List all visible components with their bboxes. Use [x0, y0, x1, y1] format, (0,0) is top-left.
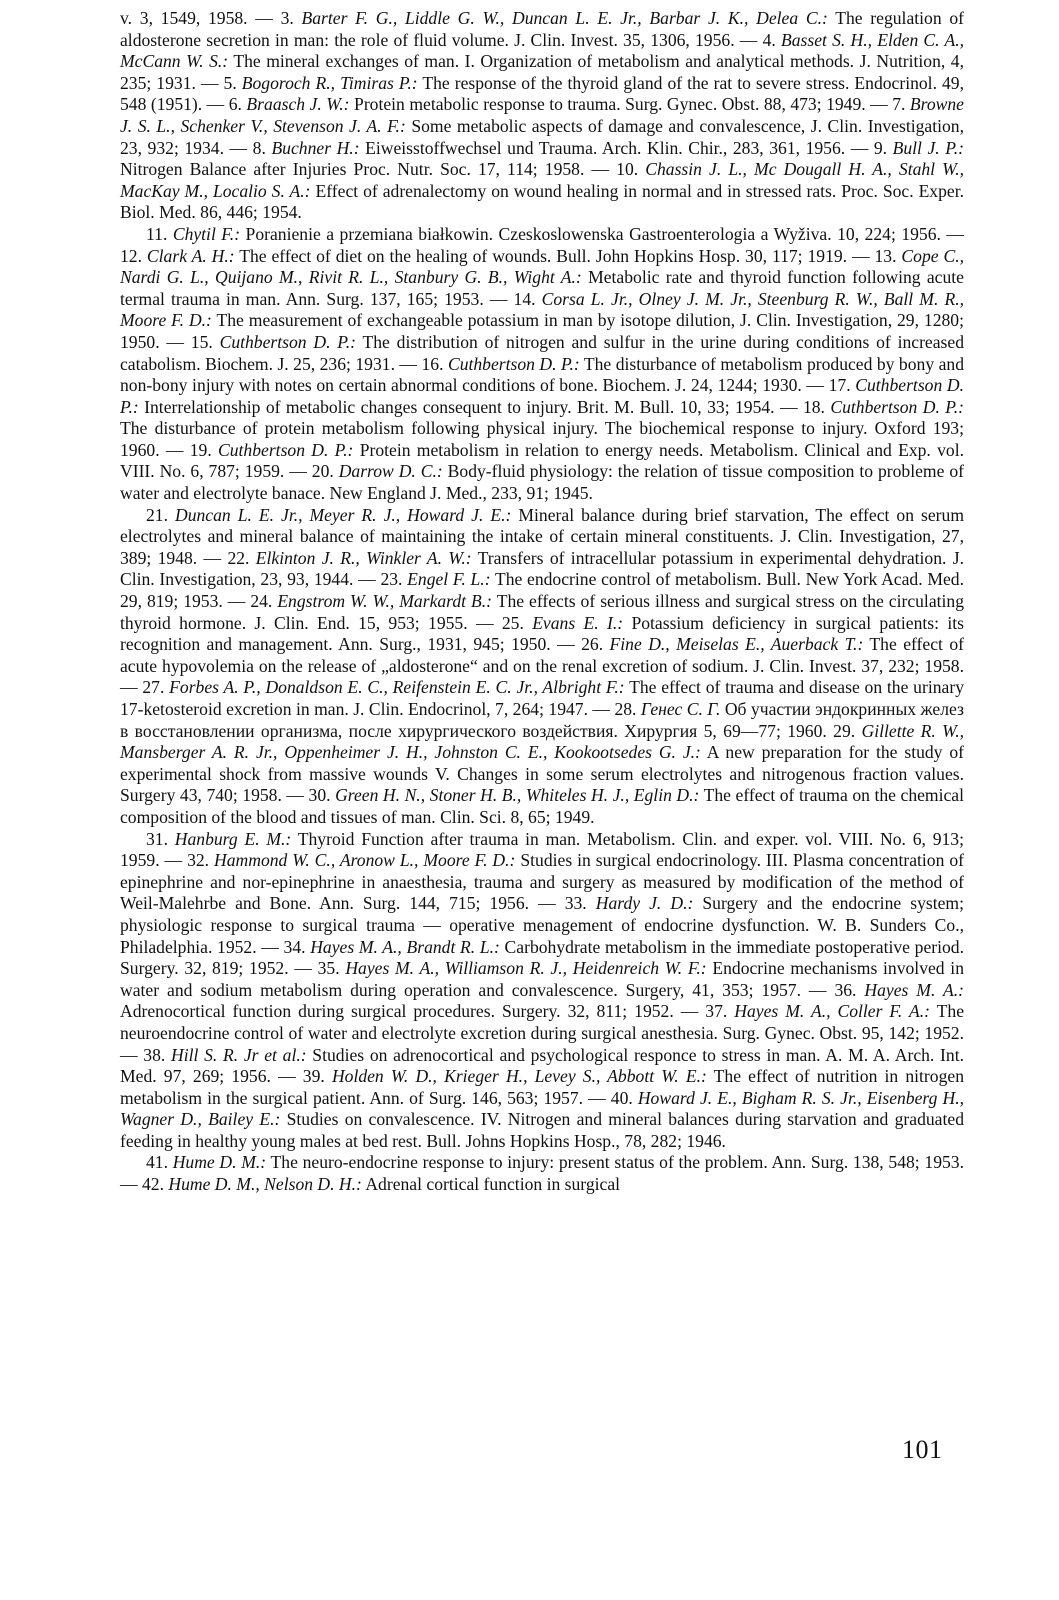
reference-text: The neuro-endocrine response to injury: present status of the problem. Ann. Surg. 138, 548; 1953. — 42. [120, 1152, 964, 1195]
reference-authors: Holden W. D., Krieger H., Levey S., Abbott W. E.: [331, 1066, 707, 1087]
reference-text: Nitrogen Balance after Injuries Proc. Nutr. Soc. 17, 114; 1958. — 10. [120, 159, 646, 180]
reference-authors: Chytil F.: [172, 223, 241, 244]
page-number: 101 [902, 1435, 943, 1464]
reference-paragraph [120, 8, 964, 224]
reference-paragraph [120, 1152, 964, 1195]
reference-text: Endocrine mechanisms involved in water and sodium metabolism during operation and convalescence. Surgery, 41, 353; 1957. — 36. [120, 958, 964, 1000]
reference-text: Thyroid Function after trauma in man. Metabolism. Clin. and exper. vol. VIII. No. 6, 913; 1959. — 32. [120, 828, 964, 871]
reference-list [120, 8, 964, 1196]
reference-authors: Cope C., Nardi G. L., Quijano M., Rivit R. L., Stanbury G. B., Wight A.: [120, 245, 964, 288]
reference-authors: Barter F. G., Liddle G. W., Duncan L. E. Jr., Barbar J. K., Delea C.: [301, 8, 828, 28]
reference-text: Protein metabolic response to trauma. Surg. Gynec. Obst. 88, 473; 1949. — 7. [349, 94, 910, 115]
reference-paragraph [120, 505, 964, 829]
reference-authors: Cuthbertson D. P.: [447, 353, 580, 374]
reference-authors: Bull J. P.: [892, 137, 965, 158]
reference-text: 11. [146, 223, 173, 244]
reference-authors: Buchner H.: [271, 137, 360, 158]
reference-text: A new preparation for the study of experimental shock from massive wounds V. Changes in some serum electrolytes and nitrogenous fraction values. Surgery 43, 740; 1958. — 30. [120, 742, 965, 806]
reference-text: Adrenal cortical function in surgical [361, 1174, 621, 1195]
reference-text: Transfers of intracellular potassium in experimental dehydration. J. Clin. Investigation, 23, 93, 1944. — 23. [120, 547, 964, 590]
reference-text: Body-fluid physiology: the relation of tissue composition to probleme of water and electrolyte banace. New England J. Med., 233, 91; 1945. [120, 461, 964, 504]
reference-text: The neuroendocrine control of water and electrolyte excretion during surgical anesthesia. Surg. Gynec. Obst. 95, 142; 1952. — 38. [120, 1001, 965, 1065]
reference-authors: Hill S. R. Jr et al.: [171, 1044, 307, 1065]
reference-text: Metabolic rate and thyroid function following acute termal trauma in man. Ann. Surg. 137, 165; 1953. — 14. [120, 267, 964, 309]
reference-text: Mineral balance during brief starvation, The effect on serum electrolytes and mineral balance of maintaining the intake of certain mineral constituents. J. Clin. Investigation, 27, 389; 1948. — 22. [120, 504, 965, 568]
reference-authors: Hanburg E. M.: [174, 828, 292, 849]
reference-authors: Braasch J. W.: [246, 94, 350, 115]
reference-authors: Corsa L. Jr., Olney J. M. Jr., Steenburg R. W., Ball M. R., Moore F. D.: [120, 288, 964, 331]
reference-text: The response of the thyroid gland of the rat to severe stress. Endocrinol. 49, 548 (1951). — 6. [120, 72, 964, 115]
reference-authors: Browne J. S. L., Schenker V., Stevenson J. A. F.: [120, 94, 964, 136]
reference-authors: Chassin J. L., Mc Dougall H. A., Stahl W., MacKay M., Localio S. A.: [120, 159, 964, 201]
reference-authors: Hume D. M., Nelson D. H.: [168, 1174, 362, 1195]
reference-authors: Hayes M. A., Coller F. A.: [734, 1001, 930, 1022]
reference-text: v. 3, 1549, 1958. — 3. [120, 8, 302, 28]
reference-authors: Hayes M. A., Williamson R. J., Heidenreich W. F.: [345, 958, 707, 979]
reference-text: Surgery and the endocrine system; physiologic response to surgical trauma — operative menagement of endocrine dysfunction. W. B. Sunders Co., Philadelphia. 1952. — 34. [120, 893, 964, 957]
reference-authors: Green H. N., Stoner H. B., Whiteles H. J., Eglin D.: [335, 785, 700, 806]
reference-authors: Duncan L. E. Jr., Meyer R. J., Howard J. E.: [175, 504, 512, 525]
reference-authors: Hume D. M.: [172, 1152, 267, 1173]
reference-authors: Cuthbertson D. P.: [219, 331, 357, 352]
reference-authors: Clark A. H.: [146, 245, 235, 266]
reference-text: The regulation of aldosterone secretion in man: the role of fluid volume. J. Clin. Invest. 35, 1306, 1956. — 4. [120, 8, 964, 50]
reference-text: Poranienie a przemiana białkowin. Czeskoslowenska Gastroenterologia a Wyživa. 10, 224; 1956. — 12. [120, 223, 965, 266]
reference-authors: Bogoroch R., Timiras P.: [241, 72, 418, 93]
reference-text: Eiweisstoffwechsel und Trauma. Arch. Klin. Chir., 283, 361, 1956. — 9. [359, 137, 893, 158]
reference-authors: Cuthbertson D. P.: [120, 375, 964, 417]
reference-text: Studies in surgical endocrinology. III. Plasma concentration of epinephrine and nor-epinephrine in anaesthesia, trauma and surgery as measured by modification of the method of Weil-Malehrbe and Bone. Ann. Surg. 144, 715; 1956. — 33. [120, 850, 964, 914]
reference-authors: Hardy J. D.: [595, 893, 694, 914]
reference-authors: Генес С. Г. [640, 699, 721, 719]
reference-text: The effect of trauma on the chemical composition of the blood and tissues of man. Clin. Sci. 8, 65; 1949. [120, 785, 965, 827]
reference-text: Adrenocortical function during surgical procedures. Surgery. 32, 811; 1952. — 37. [120, 1001, 735, 1022]
reference-text: The effect of diet on the healing of wounds. Bull. John Hopkins Hosp. 30, 117; 1919. — 13. [234, 245, 902, 266]
reference-text: The disturbance of protein metabolism following physical injury. The biochemical response to injury. Oxford 193; 1960. — 19. [120, 418, 964, 460]
reference-paragraph [120, 829, 964, 1153]
reference-text: 41. [146, 1152, 173, 1173]
reference-text: The disturbance of metabolism produced by bony and non-bony injury with notes on certain abnormal conditions of bone. Biochem. J. 24, 1244; 1930. — 17. [120, 353, 964, 396]
reference-authors: Hayes M. A.: [864, 979, 964, 1000]
reference-authors: Cuthbertson D. P.: [830, 396, 964, 417]
reference-text: The effect of acute hypovolemia on the release of „aldosterone“ and on the renal excretion of sodium. J. Clin. Invest. 37, 232; 1958. — 27. [120, 634, 964, 698]
reference-text: The effect of nutrition in nitrogen metabolism in the surgical patient. Ann. of Surg. 146, 563; 1957. — 40. [120, 1066, 964, 1108]
reference-authors: Hammond W. C., Aronow L., Moore F. D.: [214, 850, 516, 871]
reference-text: Studies on adrenocortical and psychological responce to stress in man. A. M. A. Arch. Int. Med. 97, 269; 1956. — 39. [120, 1044, 964, 1087]
reference-text: 31. [146, 828, 175, 849]
reference-authors: Gillette R. W., Mansberger A. R. Jr., Oppenheimer J. H., Johnston C. E., Kookootsedes G. J.: [120, 720, 964, 763]
reference-authors: Engel F. L.: [407, 569, 491, 590]
reference-text: The mineral exchanges of man. I. Organization of metabolism and analytical methods. J. Nutrition, 4, 235; 1931. — 5. [120, 51, 964, 93]
reference-text: 21. [146, 504, 175, 525]
reference-text: The effect of trauma and disease on the urinary 17-ketosteroid excretion in man. J. Clin. Endocrinol, 7, 264; 1947. — 28. [120, 677, 964, 719]
reference-text: Effect of adrenalectomy on wound healing in normal and in stressed rats. Proc. Soc. Exper. Biol. Med. 86, 446; 1954. [120, 180, 964, 223]
reference-authors: Basset S. H., Elden C. A., McCann W. S.: [120, 29, 964, 72]
reference-text: Carbohydrate metabolism in the immediate postoperative period. Surgery. 32, 819; 1952. — 35. [120, 936, 964, 979]
reference-authors: Cuthbertson D. P.: [218, 439, 354, 460]
reference-text: Potassium deficiency in surgical patients: its recognition and management. Ann. Surg., 1931, 945; 1950. — 26. [120, 612, 964, 655]
reference-text: Interrelationship of metabolic changes consequent to injury. Brit. M. Bull. 10, 33; 1954. — 18. [138, 396, 831, 417]
reference-authors: Darrow D. C.: [338, 461, 443, 482]
reference-text: The measurement of exchangeable potassium in man by isotope dilution, J. Clin. Investigation, 29, 1280; 1950. — 15. [120, 310, 964, 352]
reference-authors: Elkinton J. R., Winkler A. W.: [255, 547, 472, 568]
reference-authors: Engstrom W. W., Markardt B.: [277, 591, 493, 612]
reference-text: The endocrine control of metabolism. Bull. New York Acad. Med. 29, 819; 1953. — 24. [120, 569, 964, 612]
reference-authors: Fine D., Meiselas E., Auerback T.: [609, 634, 864, 655]
reference-paragraph [120, 224, 964, 505]
reference-authors: Evans E. I.: [532, 612, 624, 633]
reference-text: The distribution of nitrogen and sulfur in the urine during conditions of increased catabolism. Biochem. J. 25, 236; 1931. — 16. [120, 331, 964, 374]
reference-text: Studies on convalescence. IV. Nitrogen and mineral balances during starvation and graduated feeding in healthy young males at bed rest. Bull. Johns Hopkins Hosp., 78, 282; 1946. [120, 1109, 964, 1151]
reference-text: Об участии эндокринных желез в восстановлении организма, после хирургического воздействия. Хирургия 5, 69—77; 1960. 29. [120, 699, 964, 741]
reference-text: Protein metabolism in relation to energy needs. Metabolism. Clinical and Exp. vol. VIII. No. 6, 787; 1959. — 20. [120, 439, 964, 482]
reference-text: The effects of serious illness and surgical stress on the circulating thyroid hormone. J. Clin. End. 15, 953; 1955. — 25. [120, 591, 964, 633]
reference-authors: Hayes M. A., Brandt R. L.: [310, 936, 500, 957]
reference-text: Some metabolic aspects of damage and convalescence, J. Clin. Investigation, 23, 932; 1934. — 8. [120, 115, 964, 158]
reference-authors: Forbes A. P., Donaldson E. C., Reifenstein E. C. Jr., Albright F.: [169, 677, 625, 698]
reference-authors: Howard J. E., Bigham R. S. Jr., Eisenberg H., Wagner D., Bailey E.: [120, 1087, 964, 1130]
